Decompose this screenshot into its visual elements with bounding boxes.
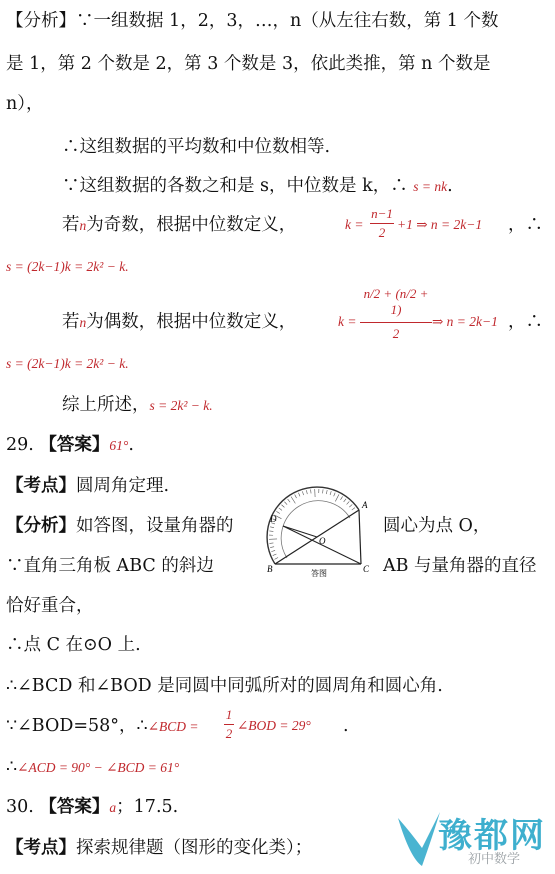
protractor-tick [311,489,312,493]
s28-line-5: ∵这组数据的各数之和是 s，中位数是 k，∴ s = nk. [62,176,453,196]
protractor-tick [276,511,279,513]
protractor-tick [271,550,275,551]
s28-line-4: ∴这组数据的平均数和中位数相等. [62,137,331,157]
s30-kaodian-tag: 【考点】 [6,838,76,858]
s28-line-8-numerator: n/2 + (n/2 + 1) [363,286,429,317]
watermark-logo [392,808,442,868]
protractor-tick [326,490,327,494]
figure-label-a: A [362,500,368,510]
s30-kaodian [6,837,312,859]
s29-kaodian-tag: 【考点】 [6,476,76,496]
protractor-tick [347,501,350,504]
s28-line-8-fraction-bar [360,322,432,323]
protractor-tick [279,508,282,510]
protractor-tick [306,490,307,494]
s29-fenxi-tag: 【分析】 [6,516,76,536]
s28-line-6-tail: +1 ⇒ n = 2k−1 [397,217,483,232]
s28-line-8 [62,311,296,334]
protractor-tick [284,502,287,505]
s28-line-10 [62,394,213,417]
protractor-inner-arc [281,501,350,558]
s28-line-6-n: n [79,218,87,233]
s29-line-2-right: AB 与量角器的直径 [383,556,537,576]
s28-line-10-text: 综上所述， [62,395,150,415]
protractor-tick [344,499,346,502]
s30-answer [6,796,178,819]
s29-answer [6,434,134,457]
s29-line-6-fraction-bar [224,724,234,725]
protractor-tick [298,493,300,497]
s29-line-2-left: ∵直角三角板 ABC 的斜边 [6,556,214,576]
s29-line-6-end: . [343,716,349,736]
s28-line-10-formula: s = 2k² − k. [149,398,213,413]
protractor-tick [270,547,274,548]
s28-line-6-text: 为奇数，根据中位数定义， [86,215,297,235]
s28-line-6-k: k = [345,217,364,232]
s28-line-5-text: ∵这组数据的各数之和是 s，中位数是 k，∴ [62,176,408,196]
figure-label-o: O [319,536,326,546]
s28-line-9: s = (2k−1)k = 2k² − k. [6,356,129,371]
s28-line-8-n: n [79,315,87,330]
s29-answer-end: . [128,435,134,455]
watermark-handle: 初中数学 [468,852,521,867]
s29-kaodian-text: 圆周角定理. [76,476,170,496]
s29-line-6-math-1: ∠BCD = [147,719,199,734]
s30-kaodian-text: 探索规律题（图形的变化类）； [76,838,313,858]
s30-number: 30. [6,797,34,817]
protractor-tick [302,491,303,495]
s28-line-8-tail: ⇒ n = 2k−1 [432,314,498,329]
s29-fenxi-text: 如答图，设量角器的 [76,516,234,536]
s28-line-6-end: ，∴ [508,215,543,235]
s29-line-6-math-2: ∠BOD = 29° [237,718,311,733]
s29-answer-tag: 【答案】 [39,435,110,455]
s29-line-7 [6,756,179,779]
s28-line-6-denominator: 2 [378,225,386,240]
s28-line-6-fraction-bar [370,223,394,224]
s29-line-4: ∴点 C 在⊙O 上. [6,635,141,655]
s28-line-6-numerator: n−1 [371,206,393,221]
protractor-tick [288,499,290,502]
s29-fenxi-right: 圆心为点 O， [383,516,491,536]
protractor-tick [352,508,355,510]
s29-line-6-text: ∵∠BOD=58°，∴ [6,716,148,736]
protractor-tick [269,531,273,532]
s28-line-5-formula: s = nk [413,179,448,194]
figure-label-d: D [270,514,277,524]
protractor-tick [269,543,273,544]
s29-line-6-denominator: 2 [225,726,233,741]
protractor-tick [323,489,324,493]
s28-line-7: s = (2k−1)k = 2k² − k. [6,259,129,274]
protractor-tick [270,527,274,528]
s29-line-3: 恰好重合， [6,596,94,616]
s29-fenxi [6,515,234,537]
watermark-site: 豫都网 [438,816,546,856]
s29-answer-value: 61° [109,438,129,453]
s30-answer-tag: 【答案】 [39,797,110,817]
s30-answer-value: a [109,800,117,815]
s28-line-8-if: 若 [62,312,80,332]
s28-line-8-end: ，∴ [508,312,543,332]
triangle-side-ac [359,510,361,564]
s28-line-8-denominator: 2 [392,326,400,341]
s29-line-7-formula: ∠ACD = 90° − ∠BCD = 61° [17,760,180,775]
protractor-arc [267,487,359,564]
protractor-tick [335,494,339,501]
protractor-tick [281,505,284,508]
figure-label-b: B [267,564,273,574]
protractor-figure [265,478,375,578]
s30-answer-rest: ；17.5. [116,797,179,817]
s29-line-5: ∴∠BCD 和∠BOD 是同圆中同弧所对的圆周角和圆心角. [6,676,443,696]
s29-line-7-text: ∴ [6,757,18,777]
protractor-tick [273,554,277,556]
protractor-tick [330,491,331,495]
s29-line-6-numerator: 1 [225,707,233,722]
protractor-tick [295,495,297,499]
s28-line-1: 【分析】∵一组数据 1，2，3，…，n（从左往右数，第 1 个数 [6,11,499,31]
protractor-tick [349,504,352,507]
s29-kaodian [6,475,169,497]
s28-line-3: n）， [6,94,44,114]
s28-line-6-if: 若 [62,215,80,235]
protractor-tick [275,557,279,559]
s28-line-8-k: k = [338,314,357,329]
figure-label-c: C [363,564,370,574]
s28-line-6 [62,214,296,237]
s29-number: 29. [6,435,34,455]
protractor-tick [291,497,295,504]
s28-line-8-text: 为偶数，根据中位数定义， [86,312,297,332]
s29-line-6 [6,715,198,738]
s28-line-2: 是 1，第 2 个数是 2，第 3 个数是 3，依此类推，第 n 个数是 [6,54,491,74]
segment-od [283,526,317,537]
figure-caption: 答图 [311,569,327,578]
protractor-tick [334,493,336,497]
protractor-tick [340,496,342,499]
